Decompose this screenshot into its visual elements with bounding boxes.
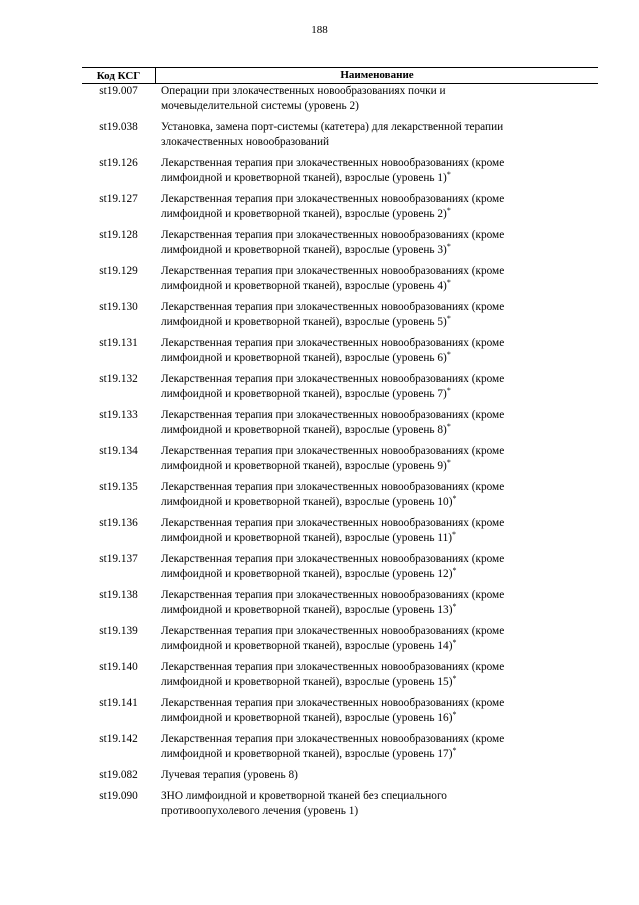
table-header: [82, 67, 598, 84]
row-name-line1: Лекарственная терапия при злокачественных новообразованиях (кроме: [161, 373, 505, 385]
row-name-line2-text: лимфоидной и кроветворной тканей), взрослые (уровень 7): [161, 388, 447, 400]
row-code: st19.136: [99, 517, 138, 529]
footnote-asterisk: *: [452, 494, 457, 503]
row-name-line2-text: лимфоидной и кроветворной тканей), взрослые (уровень 3): [161, 244, 447, 256]
footnote-asterisk: *: [446, 170, 451, 179]
row-code: st19.133: [99, 409, 138, 421]
row-name-line2-text: лимфоидной и кроветворной тканей), взрослые (уровень 15): [161, 676, 453, 688]
row-code: st19.127: [99, 193, 138, 205]
row-code: st19.131: [99, 337, 138, 349]
row-name: [155, 156, 598, 186]
row-name: [155, 444, 598, 474]
table-row: [82, 408, 598, 438]
row-name-line1: Операции при злокачественных новообразованиях почки и: [161, 85, 446, 97]
row-name: [155, 768, 598, 783]
row-code: st19.129: [99, 265, 138, 277]
table-row: [82, 192, 598, 222]
row-name: [155, 192, 598, 222]
row-name-line2-text: противоопухолевого лечения (уровень 1): [161, 805, 359, 817]
row-name-line2-text: лимфоидной и кроветворной тканей), взрослые (уровень 2): [161, 208, 447, 220]
table-row: [82, 480, 598, 510]
table-row: [82, 660, 598, 690]
table-row: [82, 120, 598, 150]
footnote-asterisk: *: [446, 350, 451, 359]
row-name-line2: [161, 423, 598, 438]
row-code: st19.082: [99, 769, 138, 781]
row-code: st19.140: [99, 661, 138, 673]
row-name: [155, 588, 598, 618]
footnote-asterisk: *: [452, 638, 457, 647]
row-name-line1: ЗНО лимфоидной и кроветворной тканей без специального: [161, 790, 447, 802]
row-name: [155, 480, 598, 510]
table-row: [82, 156, 598, 186]
table-row: [82, 300, 598, 330]
row-name-line2-text: лимфоидной и кроветворной тканей), взрослые (уровень 17): [161, 748, 453, 760]
row-name: [155, 732, 598, 762]
footnote-asterisk: *: [446, 278, 451, 287]
row-name: [155, 264, 598, 294]
table-row: [82, 588, 598, 618]
row-code: st19.132: [99, 373, 138, 385]
row-name-line1: Лекарственная терапия при злокачественных новообразованиях (кроме: [161, 589, 505, 601]
row-name-line2: [161, 459, 598, 474]
row-name-line2: [161, 603, 598, 618]
row-name-line2: [161, 135, 598, 150]
row-name-line1: Лекарственная терапия при злокачественных новообразованиях (кроме: [161, 157, 505, 169]
footnote-asterisk: *: [452, 746, 457, 755]
row-code: st19.137: [99, 553, 138, 565]
row-name: [155, 516, 598, 546]
row-name-line1: Лекарственная терапия при злокачественных новообразованиях (кроме: [161, 409, 505, 421]
row-name-line2: [161, 351, 598, 366]
row-name-line2-text: лимфоидной и кроветворной тканей), взрослые (уровень 1): [161, 172, 447, 184]
row-name: [155, 552, 598, 582]
table-row: [82, 768, 598, 783]
row-name-line1: Лучевая терапия (уровень 8): [161, 769, 298, 781]
row-name: [155, 336, 598, 366]
row-name-line2: [161, 207, 598, 222]
row-name-line2: [161, 495, 598, 510]
footnote-asterisk: *: [446, 314, 451, 323]
row-code: st19.128: [99, 229, 138, 241]
row-name-line2-text: лимфоидной и кроветворной тканей), взрослые (уровень 8): [161, 424, 447, 436]
row-name-line2: [161, 639, 598, 654]
header-code: Код КСГ: [96, 69, 141, 82]
table-row: [82, 624, 598, 654]
row-code: st19.038: [99, 121, 138, 133]
row-name-line1: Лекарственная терапия при злокачественных новообразованиях (кроме: [161, 193, 505, 205]
table-row: [82, 228, 598, 258]
row-code: st19.138: [99, 589, 138, 601]
row-name-line2-text: лимфоидной и кроветворной тканей), взрослые (уровень 6): [161, 352, 447, 364]
row-name-line1: Лекарственная терапия при злокачественных новообразованиях (кроме: [161, 661, 505, 673]
row-name-line2: [161, 531, 598, 546]
row-name: [155, 789, 598, 819]
row-name-line2-text: лимфоидной и кроветворной тканей), взрослые (уровень 14): [161, 640, 453, 652]
table-row: [82, 789, 598, 819]
row-code: st19.141: [99, 697, 138, 709]
footnote-asterisk: *: [452, 566, 457, 575]
row-name-line2-text: лимфоидной и кроветворной тканей), взрослые (уровень 13): [161, 604, 453, 616]
footnote-asterisk: *: [452, 710, 457, 719]
row-name-line1: Лекарственная терапия при злокачественных новообразованиях (кроме: [161, 517, 505, 529]
row-name: [155, 372, 598, 402]
row-name: [155, 84, 598, 114]
table-row: [82, 264, 598, 294]
table-row: [82, 696, 598, 726]
row-name: [155, 624, 598, 654]
row-name-line1: Лекарственная терапия при злокачественных новообразованиях (кроме: [161, 481, 505, 493]
row-name-line2: [161, 99, 598, 114]
row-name-line2: [161, 279, 598, 294]
table-body: [82, 84, 598, 819]
row-name-line1: Установка, замена порт-системы (катетера) для лекарственной терапии: [161, 121, 504, 133]
row-code: st19.135: [99, 481, 138, 493]
row-code: st19.090: [99, 790, 138, 802]
table-row: [82, 84, 598, 114]
row-name-line1: Лекарственная терапия при злокачественных новообразованиях (кроме: [161, 697, 505, 709]
table-row: [82, 372, 598, 402]
row-name: [155, 696, 598, 726]
table-row: [82, 444, 598, 474]
footnote-asterisk: *: [452, 602, 457, 611]
row-name-line1: Лекарственная терапия при злокачественных новообразованиях (кроме: [161, 553, 505, 565]
row-code: st19.139: [99, 625, 138, 637]
row-name-line2: [161, 243, 598, 258]
page-number: 188: [311, 24, 328, 36]
row-name: [155, 228, 598, 258]
row-name-line2-text: злокачественных новообразований: [161, 136, 330, 148]
row-name-line2: [161, 804, 598, 819]
row-name: [155, 120, 598, 150]
row-code: st19.126: [99, 157, 138, 169]
row-name: [155, 408, 598, 438]
row-name-line2-text: лимфоидной и кроветворной тканей), взрослые (уровень 11): [161, 532, 453, 544]
row-name-line2-text: лимфоидной и кроветворной тканей), взрослые (уровень 10): [161, 496, 453, 508]
footnote-asterisk: *: [446, 386, 451, 395]
footnote-asterisk: *: [446, 206, 451, 215]
row-name-line2-text: мочевыделительной системы (уровень 2): [161, 100, 359, 112]
row-name-line2-text: лимфоидной и кроветворной тканей), взрослые (уровень 9): [161, 460, 447, 472]
row-name-line2: [161, 387, 598, 402]
row-code: st19.142: [99, 733, 138, 745]
footnote-asterisk: *: [452, 674, 457, 683]
ksg-table: [82, 67, 598, 819]
row-name-line2: [161, 675, 598, 690]
table-row: [82, 552, 598, 582]
row-name-line1: Лекарственная терапия при злокачественных новообразованиях (кроме: [161, 337, 505, 349]
row-name-line1: Лекарственная терапия при злокачественных новообразованиях (кроме: [161, 625, 505, 637]
row-name-line1: Лекарственная терапия при злокачественных новообразованиях (кроме: [161, 301, 505, 313]
header-name: Наименование: [155, 68, 598, 83]
row-name: [155, 300, 598, 330]
row-code: st19.130: [99, 301, 138, 313]
row-name-line1: Лекарственная терапия при злокачественных новообразованиях (кроме: [161, 229, 505, 241]
footnote-asterisk: *: [446, 422, 451, 431]
table-row: [82, 516, 598, 546]
row-code: st19.007: [99, 85, 138, 97]
row-name-line1: Лекарственная терапия при злокачественных новообразованиях (кроме: [161, 733, 505, 745]
row-name-line2-text: лимфоидной и кроветворной тканей), взрослые (уровень 5): [161, 316, 447, 328]
row-name-line2-text: лимфоидной и кроветворной тканей), взрослые (уровень 12): [161, 568, 453, 580]
footnote-asterisk: *: [446, 242, 451, 251]
row-name-line2: [161, 171, 598, 186]
row-name: [155, 660, 598, 690]
row-name-line2: [161, 747, 598, 762]
footnote-asterisk: *: [446, 458, 451, 467]
row-name-line2: [161, 567, 598, 582]
row-name-line2: [161, 711, 598, 726]
row-name-line1: Лекарственная терапия при злокачественных новообразованиях (кроме: [161, 265, 505, 277]
row-name-line2-text: лимфоидной и кроветворной тканей), взрослые (уровень 16): [161, 712, 453, 724]
row-name-line2-text: лимфоидной и кроветворной тканей), взрослые (уровень 4): [161, 280, 447, 292]
table-row: [82, 732, 598, 762]
row-name-line1: Лекарственная терапия при злокачественных новообразованиях (кроме: [161, 445, 505, 457]
row-code: st19.134: [99, 445, 138, 457]
table-row: [82, 336, 598, 366]
footnote-asterisk: *: [452, 530, 457, 539]
row-name-line2: [161, 315, 598, 330]
